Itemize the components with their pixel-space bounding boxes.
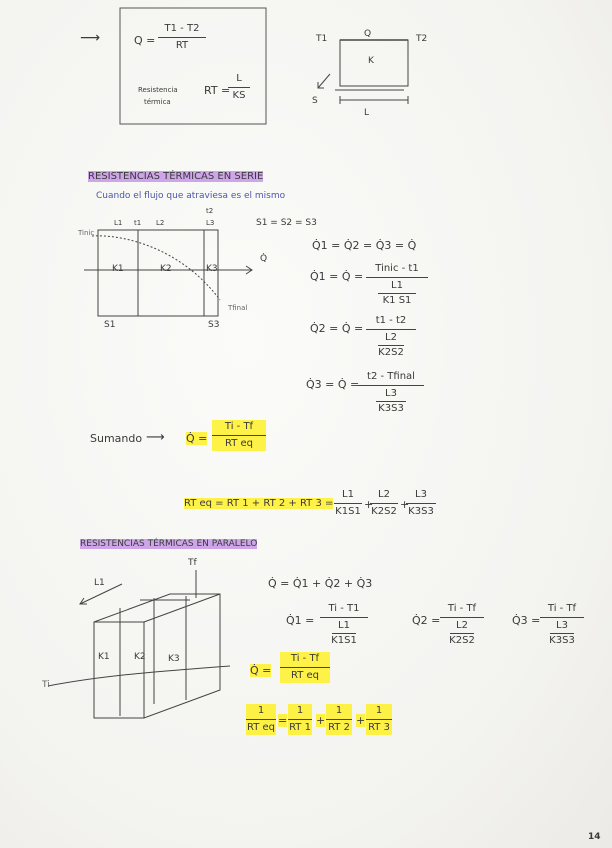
parallel-k3: K3 <box>168 654 180 664</box>
paralelo-heading: RESISTENCIAS TÉRMICAS EN PARALELO <box>80 539 258 549</box>
heat-flow-fraction: T1 - T2 RT <box>158 22 206 53</box>
p-q2-lhs: Q̇2 = <box>412 614 441 627</box>
sum-lhs: Q̇ = <box>186 432 208 445</box>
inv-plus-1: + <box>316 714 326 727</box>
q1-fraction: Tinic - t1 L1 K1 S1 <box>366 262 428 308</box>
q3-fraction: t2 - Tfinal L3 K3S3 <box>358 370 424 416</box>
parallel-sum-eq: Q̇ = Q̇1 + Q̇2 + Q̇3 <box>268 577 373 590</box>
label-l1: L1 <box>114 219 123 227</box>
parallel-ti: Ti <box>42 680 50 690</box>
q2-lhs: Q̇2 = Q̇ = <box>310 322 364 335</box>
label-t1: t1 <box>134 219 142 227</box>
p-qt-fraction: Ti - Tf RT eq <box>280 652 330 683</box>
p-q3-fraction: Ti - Tf L3 K3S3 <box>540 602 584 648</box>
p-q1-fraction: Ti - T1 L1 K1S1 <box>320 602 368 648</box>
p-q1-lhs: Q̇1 = <box>286 614 315 627</box>
q1-lhs: Q̇1 = Q̇ = <box>310 270 364 283</box>
p-q3-lhs: Q̇3 = <box>512 614 541 627</box>
label-t2: t2 <box>206 207 214 215</box>
parallel-tf: Tf <box>188 558 197 568</box>
label-tfinal: Tfinal <box>228 304 248 312</box>
diagram-t2: T2 <box>416 34 428 44</box>
inv-f1: 1 RT 1 <box>289 705 311 733</box>
diagram-q: Q <box>364 29 372 39</box>
p-q2-fraction: Ti - Tf L2 K2S2 <box>440 602 484 648</box>
inv-f3: 1 RT 3 <box>366 704 392 735</box>
diagram-k: K <box>368 56 374 66</box>
q3-lhs: Q̇3 = Q̇ = <box>306 378 360 391</box>
q2-fraction: t1 - t2 L2 K2S2 <box>366 314 416 360</box>
sumando-arrow: ⟶ <box>146 430 165 445</box>
label-l3: L3 <box>206 219 215 227</box>
inv-plus-2: + <box>356 714 366 727</box>
intro-arrow: ⟶ <box>80 30 101 46</box>
surface-equality: S1 = S2 = S3 <box>256 218 317 228</box>
label-tinic: Tinic <box>78 229 95 237</box>
sum-fraction: Ti - Tf RT eq <box>212 420 266 451</box>
flow-equality: Q̇1 = Q̇2 = Q̇3 = Q̇ <box>312 239 417 252</box>
wall-k3: K3 <box>206 264 218 274</box>
resistance-label-2: térmica <box>144 98 171 106</box>
req-f1: L1 K1S1 <box>335 489 361 517</box>
req-sum: RT eq = RT 1 + RT 2 + RT 3 = <box>184 498 334 509</box>
resistance-fraction: L KS <box>228 72 250 103</box>
slab-diagram <box>318 40 408 104</box>
req-f2: L2 K2S2 <box>371 489 397 517</box>
resistance-lhs: RT = <box>204 84 231 97</box>
parallel-k1: K1 <box>98 652 110 662</box>
parallel-l1: L1 <box>94 578 105 588</box>
diagram-l: L <box>364 108 370 118</box>
heat-flow-lhs: Q = <box>134 34 156 47</box>
inv-eq: = <box>278 714 288 727</box>
sumando-label: Sumando <box>90 432 143 445</box>
resistance-label-1: Resistencia <box>138 86 178 94</box>
diagram-t1: T1 <box>316 34 328 44</box>
wall-k1: K1 <box>112 264 124 274</box>
serie-subtitle: Cuando el flujo que atraviesa es el mismo <box>96 191 286 201</box>
req-plus-2: + <box>400 498 410 511</box>
parallel-k2: K2 <box>134 652 146 662</box>
serie-heading: RESISTENCIAS TÉRMICAS EN SERIE <box>88 171 264 182</box>
diagram-s: S <box>312 96 318 106</box>
wall-k2: K2 <box>160 264 172 274</box>
wall-s3: S3 <box>208 320 220 330</box>
req-f3: L3 K3S3 <box>406 488 436 519</box>
p-qt-lhs: Q̇ = <box>250 664 272 677</box>
req-plus-1: + <box>364 498 374 511</box>
wall-s1: S1 <box>104 320 116 330</box>
inv-f2: 1 RT 2 <box>326 704 352 735</box>
inv-lhs: 1 RT eq <box>246 705 275 733</box>
serie-flow-q: Q̇ <box>260 254 268 264</box>
label-l2: L2 <box>156 219 165 227</box>
page-number: 14 <box>588 832 601 842</box>
parallel-wall-diagram <box>48 570 230 718</box>
